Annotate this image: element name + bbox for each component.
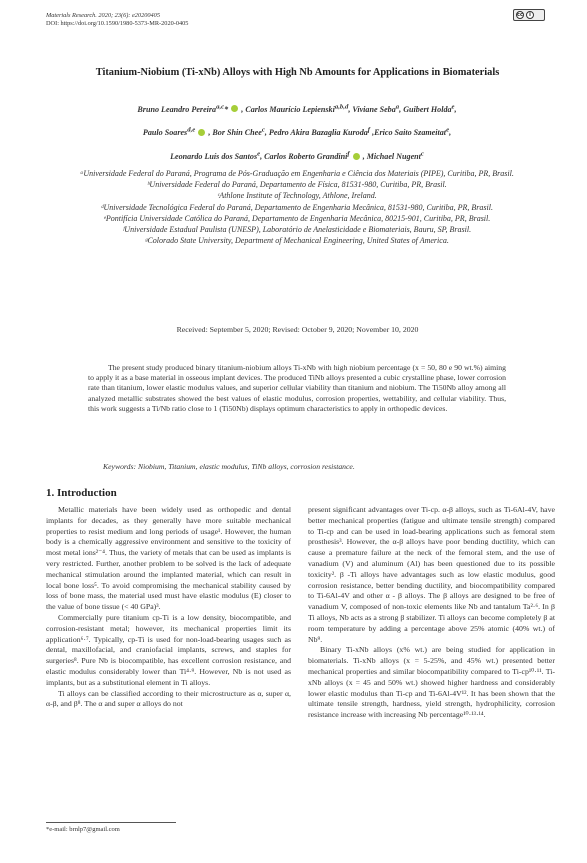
- author-list: [66, 96, 528, 167]
- affiliation-f: ᶠUniversidade Estadual Paulista (UNESP), Laboratório de Anelasticidade e Biomateriais, Bauru, SP, Brasil.: [122, 225, 472, 235]
- authors-text-2a: Paulo Soares$^{d,e}$: [142, 126, 196, 138]
- authors-text-2b: , Bor Shin Chee$^c$, Pedro Akira Bazaglia Kuroda$^f$ ,Erico Saito Szameitat$^e$,: [208, 126, 452, 138]
- left-column: [46, 505, 291, 817]
- footnote-divider: [46, 822, 176, 823]
- cc-license-icon[interactable]: [513, 9, 545, 21]
- orcid-icon[interactable]: [231, 105, 238, 112]
- authors-text-1a: Bruno Leandro Pereira$^{a,c}$*: [137, 103, 229, 114]
- affiliation-g: ᵍColorado State University, Department of Mechanical Engineering, United States of America.: [145, 236, 449, 246]
- abstract: The present study produced binary titanium-niobium alloys Ti-xNb with high niobium percentage (x = 50, 80 e 90 wt.%) aiming to apply it as a base material in osseous implant devices. The produced TiNb alloys presented a cubic crystalline phase, lower corrosion rate than titanium, lower elastic modulus values, and superior cellular viability than titanium and niobium. The Ti50Nb alloy among all analyzed metallic substrates showed the best values of elastic modulus, corrosion properties, wettability, and cellular viability. Thus, this work suggests a Ti/Nb ratio close to 1 (Ti50Nb) displays optimum characteristics to apply in orthopedic devices.: [88, 363, 506, 413]
- paper-title: Titanium-Niobium (Ti-xNb) Alloys with High Nb Amounts for Applications in Biomaterials: [95, 67, 500, 78]
- affiliations: [72, 168, 522, 246]
- journal-citation: Materials Research. 2020; 23(6): e20200405: [46, 12, 160, 19]
- affiliation-e: ᵉPontifícia Universidade Católica do Paraná, Departamento de Engenharia Mecânica, 80215-901, Curitiba, PR, Brasil.: [103, 213, 491, 223]
- cc-icon: cc: [517, 12, 523, 18]
- author-line-3: [66, 143, 528, 167]
- doi-link[interactable]: DOI: https://doi.org/10.1590/1980-5373-MR-2020-0405: [46, 20, 189, 28]
- orcid-icon[interactable]: [198, 129, 205, 136]
- right-column: [308, 505, 555, 825]
- affiliation-a: ᵃUniversidade Federal do Paraná, Programa de Pós-Graduação em Engenharia e Ciência dos Materiais (PIPE), Curitiba, PR, Brasil.: [80, 169, 514, 178]
- journal-header: [46, 12, 546, 28]
- paragraph: Binary Ti-xNb alloys (x% wt.) are being studied for application in biomaterials. Ti-xNb alloys (x = 5-25%, and 45% wt.) presented better mechanical properties and similar biocompatibility compared to Ti-cp¹⁰·¹¹. Ti-xNb alloys (x = 45 and 50% wt.) showed higher hardness and considerably lower elastic modulus than Ti-cp and Ti-6Al-4V¹². It has been shown that the ultimate tensile strength, hardness, yield strength, hydrophilicity, corrosion resistance increase with increasing Nb percentage¹⁰·¹³·¹⁴.: [308, 645, 555, 720]
- author-line-1: [66, 96, 528, 120]
- authors-text-1b: , Carlos Maurício Lepienski$^{a,b,d}$, Viviane Seba$^a$, Guibert Holda$^e$,: [241, 103, 457, 114]
- keywords: Keywords: Niobium, Titanium, elastic modulus, TiNb alloys, corrosion resistance.: [103, 462, 355, 471]
- received-dates: Received: September 5, 2020; Revised: October 9, 2020; November 10, 2020: [176, 325, 419, 334]
- orcid-icon[interactable]: [353, 153, 360, 160]
- paragraph: Metallic materials have been widely used as orthopedic and dental implants for decades, as they generally have more suitable mechanical properties to resist medium and long periods of usage¹. However, the human body is a chemically aggressive environment and sensitive to the toxicity of most metal ions²⁻⁴. Thus, the variety of metals that can be used as implants is very restricted. Further, another problem to be solved is the lack of adequate mechanical stimulation around the implanted material, which can result in local bone loss⁵. To avoid compromising the mechanical stability caused by loss of bone mass, the material used must have elastic modulus (E) closer to the value of bone tissue (< 40 GPa)³.: [46, 505, 291, 612]
- authors-text-3a: Leonardo Luís dos Santos$^e$, Carlos Roberto Grandini$^f$: [170, 150, 350, 162]
- corresponding-email[interactable]: *e-mail: brnlp7@gmail.com: [46, 826, 120, 833]
- paragraph: Commercially pure titanium cp-Ti is a low density, biocompatible, and corrosion-resistant metal; however, its mechanical properties limit its application⁶·⁷. Typically, cp-Ti is used for non-load-bearing usages such as dental, maxillofacial, and craniofacial implants, screws, and staples for surgeries⁸. Pure Nb is biocompatible, has excellent corrosion resistance, and elastic modulus considerably lower than Ti⁴·⁹. However, Nb is not used as implants, but as a substitutional element in Ti alloys.: [46, 612, 291, 687]
- section-heading-introduction: 1. Introduction: [46, 487, 117, 499]
- paragraph: Ti alloys can be classified according to their microstructure as α, super α, α-β, and β⁸. The α and super α alloys do not: [46, 688, 291, 709]
- authors-text-3b: , Michael Nugent$^c$: [362, 150, 424, 162]
- paragraph: present significant advantages over Ti-cp. α-β alloys, such as Ti-6Al-4V, have better mechanical properties (fatigue and ultimate tensile strength) compared to Ti-cp and can be used in load-bearing applications such as femoral stem prosthesis³. However, the α-β alloys have poor bending ductility, which can cause a premature failure at the neck of the femoral stem, and the use of vanadium (V) and aluminum (Al) has been questioned due to its possible toxicity². β -Ti alloys have advantages such as low elastic modulus, good corrosion resistance, better bending ductility, and biocompatibility compared to Ti-6Al-4V and other α - β alloys. The β alloys are designed to be free of vanadium V, composed of non-toxic elements like Nb and tantalum Ta²·⁶. In β Ti alloys, Nb acts as a strong β stabilizer. Ti alloys can become completely β at room temperature by adding a percentage above 25% atomic (40% wt.) of Nb⁹.: [308, 505, 555, 644]
- author-line-2: [66, 120, 528, 144]
- affiliation-b: ᵇUniversidade Federal do Paraná, Departamento de Física, 81531-980, Curitiba, PR, Brasil.: [147, 180, 447, 190]
- affiliation-d: ᵈUniversidade Tecnológica Federal do Paraná, Departamento de Engenharia Mecânica, 81531-980, Curitiba, PR, Brasil.: [101, 202, 493, 212]
- by-icon: i: [526, 11, 534, 19]
- affiliation-c: ᶜAthlone Institute of Technology, Athlone, Ireland.: [217, 191, 377, 201]
